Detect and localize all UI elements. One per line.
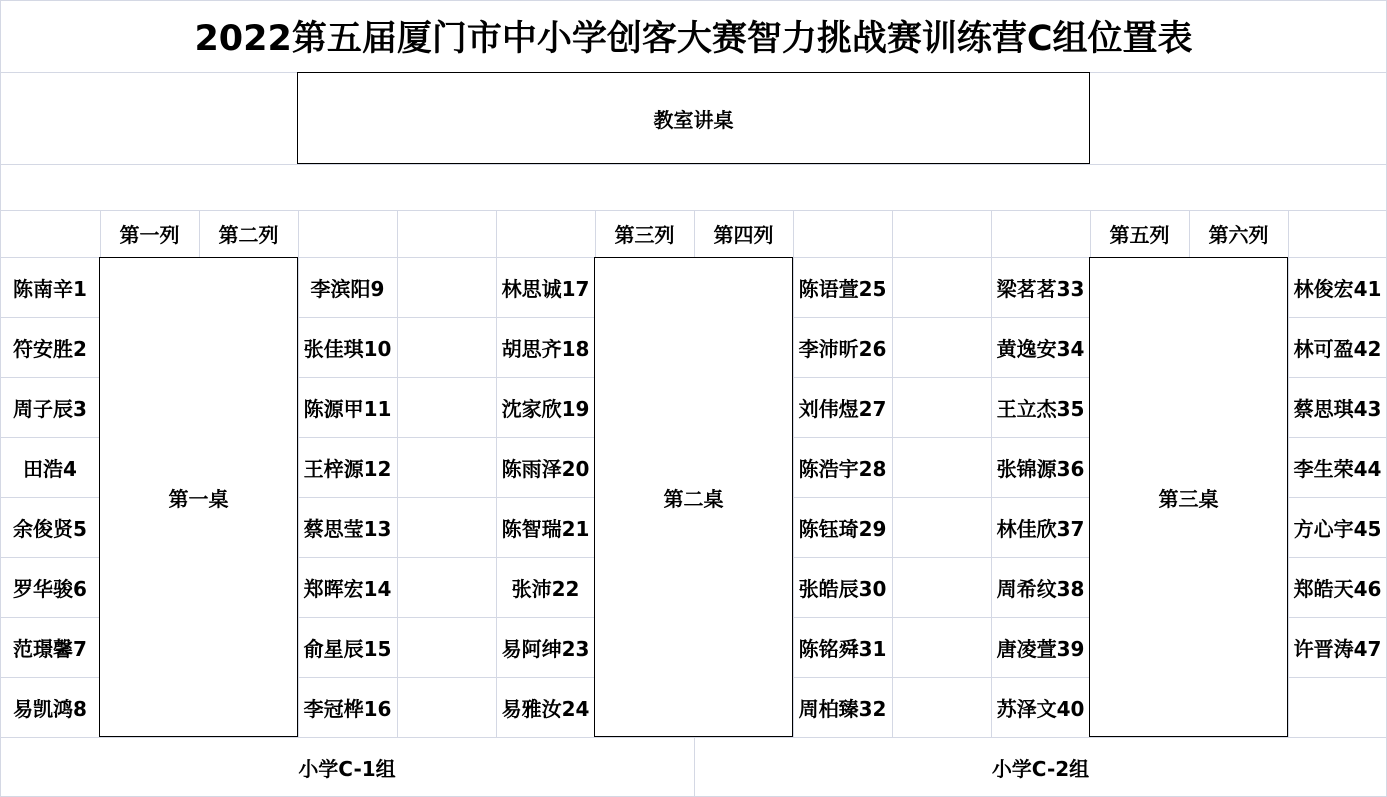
seat-col3-6: 张沛22: [511, 576, 580, 601]
group-label-c1: 小学C-1组: [298, 756, 396, 781]
gridline-vertical: [397, 210, 398, 737]
seat-col5-8: 苏泽文40: [996, 696, 1085, 721]
seat-col3-2: 胡思齐18: [501, 336, 590, 361]
seat-col4-8: 周柏臻32: [798, 696, 887, 721]
column-header-6: 第六列: [1208, 222, 1269, 247]
seat-col4-2: 李沛昕26: [798, 336, 887, 361]
seat-col4-5: 陈钰琦29: [798, 516, 887, 541]
seat-col4-6: 张皓辰30: [798, 576, 887, 601]
seat-col6-3: 蔡思琪43: [1293, 396, 1382, 421]
column-header-5: 第五列: [1109, 222, 1170, 247]
seat-col1-5: 余俊贤5: [13, 516, 87, 541]
seat-col2-2: 张佳琪10: [303, 336, 392, 361]
seat-col3-8: 易雅汝24: [501, 696, 590, 721]
seat-col1-1: 陈南辛1: [13, 276, 87, 301]
seat-col1-4: 田浩4: [23, 456, 77, 481]
seat-col3-3: 沈家欣19: [501, 396, 590, 421]
seat-col4-4: 陈浩宇28: [798, 456, 887, 481]
seat-col1-3: 周子辰3: [13, 396, 87, 421]
seat-col6-6: 郑皓天46: [1293, 576, 1382, 601]
seat-col6-4: 李生荣44: [1293, 456, 1382, 481]
seat-col2-5: 蔡思莹13: [303, 516, 392, 541]
seat-col2-7: 俞星辰15: [303, 636, 392, 661]
seat-col1-6: 罗华骏6: [13, 576, 87, 601]
seat-col3-4: 陈雨泽20: [501, 456, 590, 481]
column-header-2: 第二列: [218, 222, 279, 247]
column-header-3: 第三列: [614, 222, 675, 247]
seat-col2-6: 郑晖宏14: [303, 576, 392, 601]
seat-col6-2: 林可盈42: [1293, 336, 1382, 361]
seat-col1-2: 符安胜2: [13, 336, 87, 361]
seat-col1-8: 易凯鸿8: [13, 696, 87, 721]
seat-col5-7: 唐凌萱39: [996, 636, 1085, 661]
seat-col5-1: 梁茗茗33: [996, 276, 1085, 301]
seat-col2-8: 李冠桦16: [303, 696, 392, 721]
seat-col3-1: 林思诚17: [501, 276, 590, 301]
seat-col6-7: 许晋涛47: [1293, 636, 1382, 661]
seat-col6-1: 林俊宏41: [1293, 276, 1382, 301]
seat-col5-3: 王立杰35: [996, 396, 1085, 421]
seat-col2-4: 王梓源12: [303, 456, 392, 481]
seat-col2-3: 陈源甲11: [303, 396, 392, 421]
seat-col6-5: 方心宇45: [1293, 516, 1382, 541]
seat-col1-7: 范璟馨7: [13, 636, 87, 661]
seat-col5-4: 张锦源36: [996, 456, 1085, 481]
desk-1: 第一桌: [99, 257, 298, 737]
column-header-4: 第四列: [713, 222, 774, 247]
seat-col4-7: 陈铭舜31: [798, 636, 887, 661]
lectern-box: 教室讲桌: [297, 72, 1090, 164]
desk-2: 第二桌: [594, 257, 793, 737]
seat-col4-1: 陈语萱25: [798, 276, 887, 301]
seat-col5-6: 周希纹38: [996, 576, 1085, 601]
seat-col5-5: 林佳欣37: [996, 516, 1085, 541]
seat-col3-5: 陈智瑞21: [501, 516, 590, 541]
seat-col2-1: 李滨阳9: [310, 276, 385, 301]
desk-3: 第三桌: [1089, 257, 1288, 737]
page-title: 2022第五届厦门市中小学创客大赛智力挑战赛训练营C组位置表: [194, 19, 1193, 59]
group-label-c2: 小学C-2组: [991, 756, 1090, 781]
column-header-1: 第一列: [119, 222, 180, 247]
seat-col4-3: 刘伟煜27: [798, 396, 887, 421]
gridline-vertical: [892, 210, 893, 737]
gridline-horizontal: [0, 164, 1387, 165]
seat-col3-7: 易阿绅23: [501, 636, 590, 661]
seat-col5-2: 黄逸安34: [996, 336, 1085, 361]
